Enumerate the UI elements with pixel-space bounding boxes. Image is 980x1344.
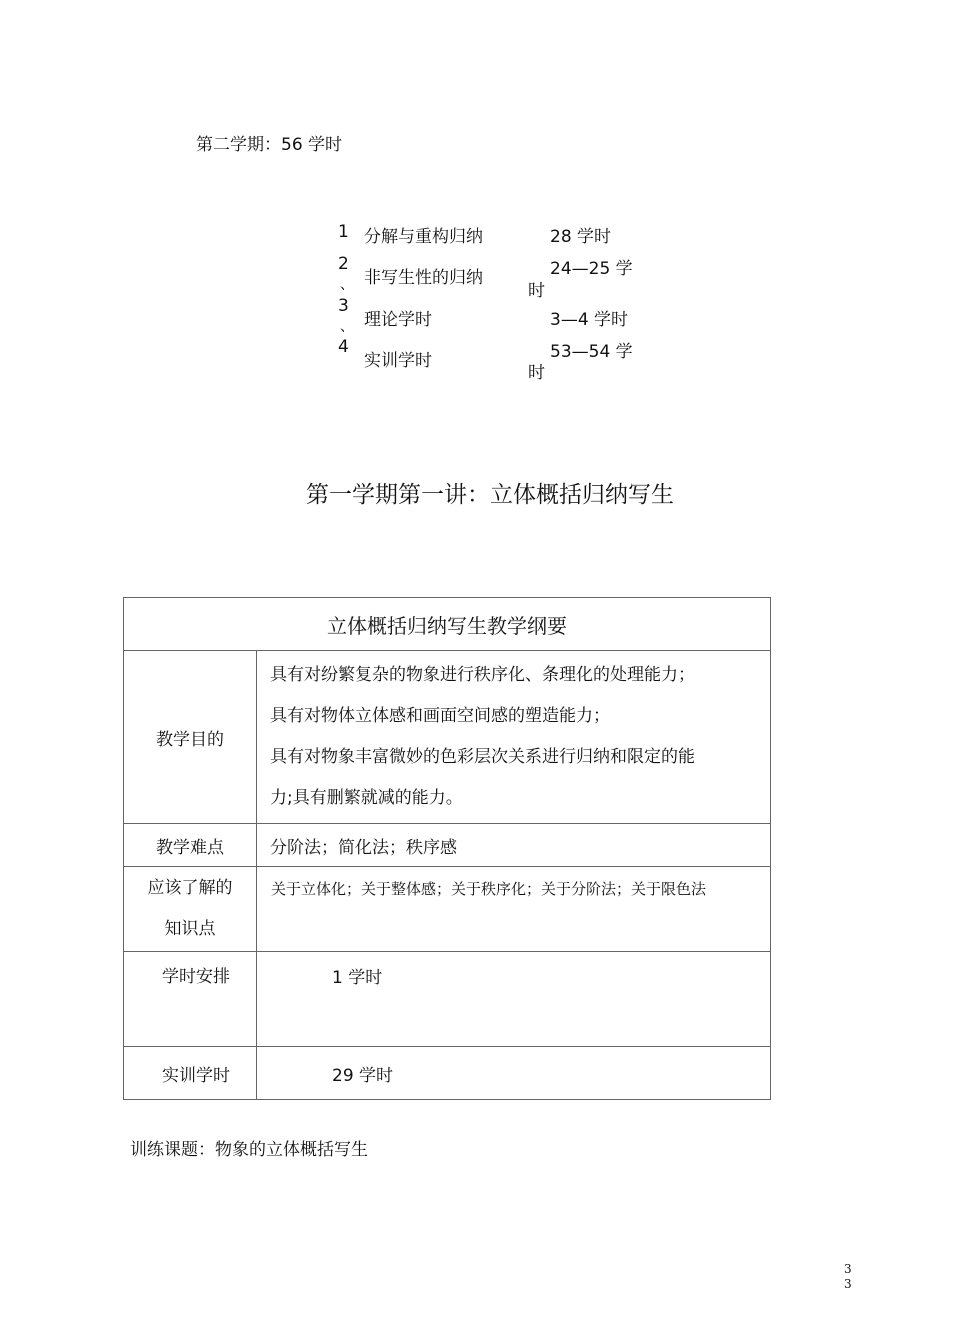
page-number-line: 3 xyxy=(844,1277,852,1291)
list-item-hours: 28 学时 xyxy=(550,227,612,247)
table-row xyxy=(124,651,771,824)
goal-line: 力;具有删繁就减的能力。 xyxy=(270,788,463,808)
knowledge-label-line: 知识点 xyxy=(164,919,216,939)
table-row xyxy=(124,952,771,1047)
table-row xyxy=(124,867,771,952)
semester-hours-line: 第二学期：56 学时 xyxy=(196,135,343,155)
list-item-separator: 、 xyxy=(340,319,354,335)
list-item-number: 3 xyxy=(338,296,349,316)
list-item-hours-wrap: 时 xyxy=(528,363,545,383)
list-item-hours-wrap: 时 xyxy=(528,281,545,301)
list-item-label: 理论学时 xyxy=(364,310,432,330)
knowledge-value: 关于立体化；关于整体感；关于秩序化；关于分阶法；关于限色法 xyxy=(271,880,707,898)
page-number xyxy=(844,1262,852,1292)
training-topic: 训练课题：物象的立体概括写生 xyxy=(130,1140,368,1160)
table-row xyxy=(124,1047,771,1100)
difficulty-label: 教学难点 xyxy=(124,824,257,867)
goal-content xyxy=(257,651,771,824)
list-item-label: 实训学时 xyxy=(364,351,432,371)
clipped-wrap-text xyxy=(520,355,640,383)
list-item-number: 4 xyxy=(338,337,349,357)
goal-label: 教学目的 xyxy=(124,651,257,824)
knowledge-label xyxy=(124,867,257,952)
goal-line: 具有对物体立体感和画面空间感的塑造能力； xyxy=(270,706,610,726)
practice-value: 29 学时 xyxy=(332,1065,394,1086)
knowledge-label-line: 应该了解的 xyxy=(147,878,233,898)
list-item-hours: 24—25 学 xyxy=(550,259,633,279)
lecture-heading: 第一学期第一讲：立体概括归纳写生 xyxy=(306,482,674,508)
list-item-hours: 3—4 学时 xyxy=(550,310,629,330)
schedule-label-text: 学时安排 xyxy=(162,967,230,987)
practice-value-cell xyxy=(257,1047,771,1100)
list-item-number: 2 xyxy=(338,254,349,274)
list-item xyxy=(0,296,950,335)
list-item-separator: 、 xyxy=(340,277,354,293)
difficulty-value: 分阶法；简化法；秩序感 xyxy=(257,824,771,867)
list-item-hours: 53—54 学 xyxy=(550,342,633,362)
list-item-number: 1 xyxy=(338,222,349,242)
goal-line: 具有对纷繁复杂的物象进行秩序化、条理化的处理能力； xyxy=(270,665,695,685)
knowledge-value-cell xyxy=(257,867,771,952)
table-title: 立体概括归纳写生教学纲要 xyxy=(124,598,771,651)
syllabus-table xyxy=(123,597,771,1100)
schedule-label xyxy=(124,952,257,1047)
schedule-value-cell xyxy=(257,952,771,1047)
schedule-value: 1 学时 xyxy=(332,968,383,988)
practice-label xyxy=(124,1047,257,1100)
goal-line: 具有对物象丰富微妙的色彩层次关系进行归纳和限定的能 xyxy=(270,747,695,767)
list-item xyxy=(0,337,950,371)
list-item xyxy=(0,254,950,301)
table-row xyxy=(124,598,771,651)
practice-label-text: 实训学时 xyxy=(162,1065,230,1086)
list-item xyxy=(0,222,950,252)
page-number-line: 3 xyxy=(844,1262,852,1276)
list-item-label: 分解与重构归纳 xyxy=(364,227,483,247)
list-item-label: 非写生性的归纳 xyxy=(364,268,483,288)
table-row xyxy=(124,824,771,867)
